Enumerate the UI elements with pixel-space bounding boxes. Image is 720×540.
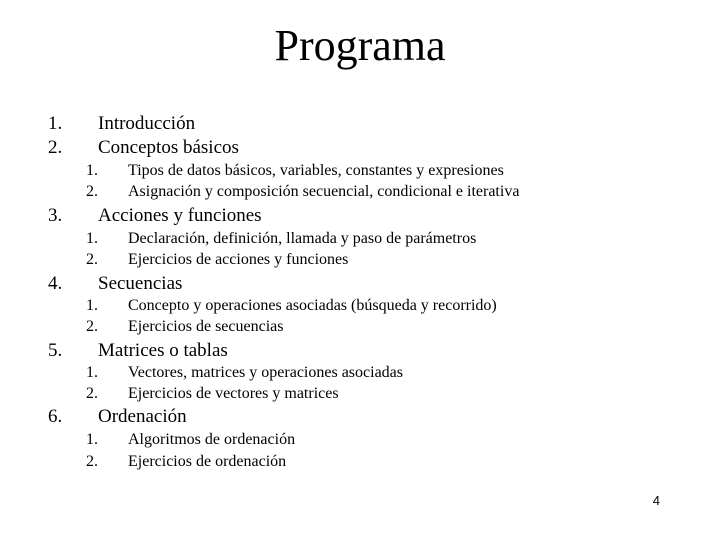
subitem-label: Ejercicios de ordenación [128, 453, 287, 470]
section-number: 1. [48, 113, 63, 134]
subitem-number: 1. [86, 431, 98, 448]
subitem-label: Ejercicios de vectores y matrices [128, 385, 339, 402]
section-number: 4. [48, 273, 63, 294]
subitem-label: Ejercicios de secuencias [128, 318, 284, 335]
section-number: 2. [48, 137, 63, 158]
subitem-number: 1. [86, 230, 98, 247]
subitem-label: Concepto y operaciones asociadas (búsqueda y recorrido) [128, 297, 497, 314]
subitem-label: Ejercicios de acciones y funciones [128, 251, 349, 268]
subitem-number: 1. [86, 364, 98, 381]
section-label: Secuencias [98, 273, 183, 294]
subitem-number: 2. [86, 385, 98, 402]
section-number: 3. [48, 205, 63, 226]
section-label: Conceptos básicos [98, 137, 239, 158]
section-number: 5. [48, 340, 63, 361]
subitem-number: 2. [86, 251, 98, 268]
section-label: Introducción [98, 113, 196, 134]
subitem-number: 2. [86, 318, 98, 335]
section-label: Matrices o tablas [98, 340, 228, 361]
page-title: Programa [274, 21, 446, 70]
subitem-number: 1. [86, 162, 98, 179]
subitem-number: 2. [86, 183, 98, 200]
section-label: Ordenación [98, 406, 187, 427]
subitem-label: Vectores, matrices y operaciones asociadas [128, 364, 403, 381]
page-number: 4 [652, 493, 660, 508]
subitem-label: Tipos de datos básicos, variables, constantes y expresiones [128, 162, 504, 179]
section-number: 6. [48, 406, 63, 427]
section-label: Acciones y funciones [98, 205, 262, 226]
subitem-number: 2. [86, 453, 98, 470]
subitem-label: Declaración, definición, llamada y paso de parámetros [128, 230, 477, 247]
subitem-number: 1. [86, 297, 98, 314]
subitem-label: Algoritmos de ordenación [128, 431, 296, 448]
subitem-label: Asignación y composición secuencial, condicional e iterativa [128, 183, 520, 200]
